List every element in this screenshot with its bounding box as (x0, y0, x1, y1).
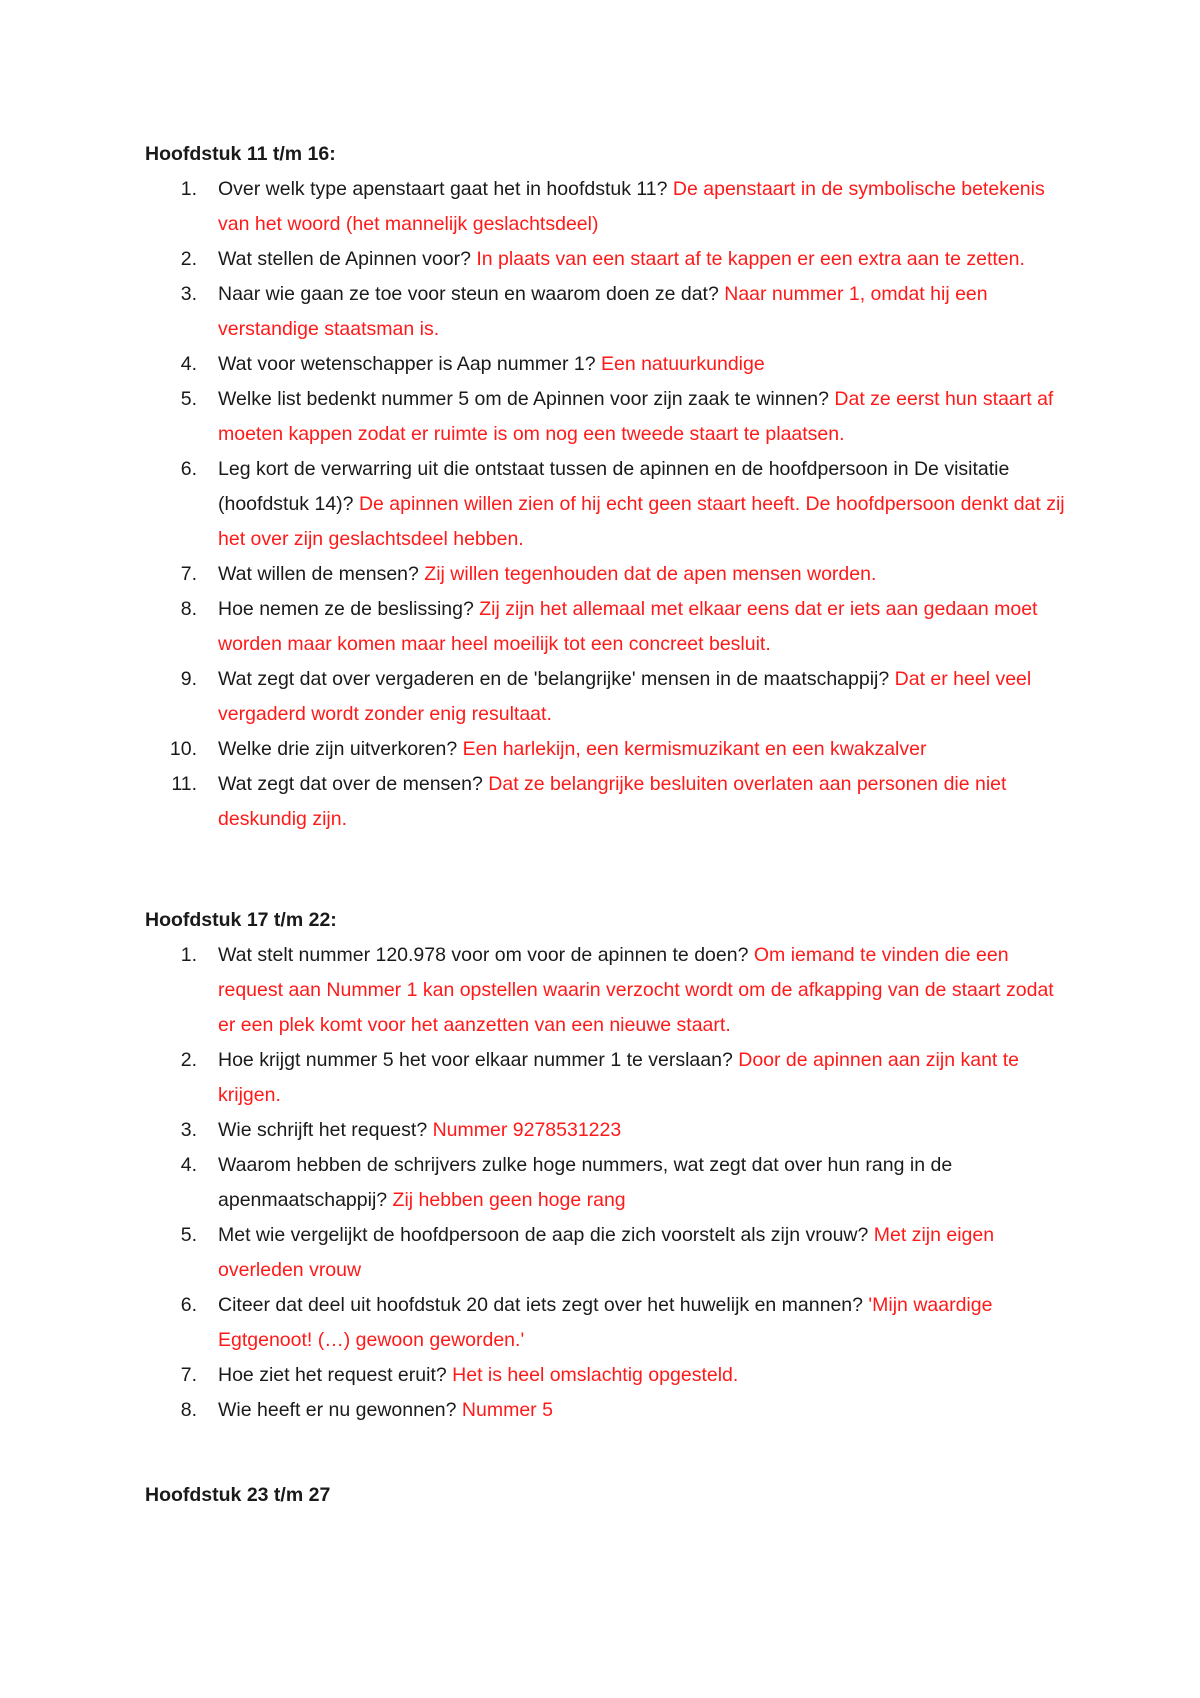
list-item: 5. Met wie vergelijkt de hoofdpersoon de aap die zich voorstelt als zijn vrouw? Met zijn eigen overleden vrouw (180, 1224, 995, 1281)
question-text: Wat voor wetenschapper is Aap nummer 1? (218, 353, 596, 375)
section-heading: Hoofdstuk 17 t/m 22: (145, 909, 337, 931)
answer-text: Zij willen tegenhouden dat de apen mensen worden. (424, 563, 877, 585)
section-heading: Hoofdstuk 23 t/m 27 (145, 1484, 331, 1506)
list-item: 8. Wie heeft er nu gewonnen? Nummer 5 (180, 1399, 553, 1421)
list-item: 3. Naar wie gaan ze toe voor steun en waarom doen ze dat? Naar nummer 1, omdat hij een verstandige staatsman is. (180, 283, 988, 340)
answer-text: Nummer 5 (461, 1399, 553, 1421)
question-text: Hoe nemen ze de beslissing? (218, 598, 474, 620)
question-text: Hoe krijgt nummer 5 het voor elkaar nummer 1 te verslaan? (218, 1049, 733, 1071)
question-list (145, 172, 1075, 837)
answer-text: Door de apinnen aan zijn kant te krijgen. (218, 1049, 1020, 1106)
question-list (145, 938, 1075, 1428)
answer-text: Het is heel omslachtig opgesteld. (452, 1364, 739, 1386)
list-item: 9. Wat zegt dat over vergaderen en de 'belangrijke' mensen in de maatschappij? Dat er heel veel vergaderd wordt zonder enig resultaat. (180, 668, 1032, 725)
question-text: Wie schrijft het request? (218, 1119, 428, 1141)
list-item: 7. Wat willen de mensen? Zij willen tegenhouden dat de apen mensen worden. (180, 563, 877, 585)
section-chapters-11-16 (145, 137, 1075, 837)
answer-text: De apinnen willen zien of hij echt geen staart heeft. De hoofdpersoon denkt dat zij het over zijn geslachtsdeel hebben. (218, 493, 1065, 550)
question-text: Welke drie zijn uitverkoren? (218, 738, 458, 760)
list-item: 1. Over welk type apenstaart gaat het in hoofdstuk 11? De apenstaart in de symbolische betekenis van het woord (het mannelijk geslachtsdeel) (180, 178, 1045, 235)
question-text: Welke list bedenkt nummer 5 om de Apinnen voor zijn zaak te winnen? (218, 388, 829, 410)
answer-text: De apenstaart in de symbolische betekenis van het woord (het mannelijk geslachtsdeel) (218, 178, 1045, 235)
list-item: 8. Hoe nemen ze de beslissing? Zij zijn het allemaal met elkaar eens dat er iets aan gedaan moet worden maar komen maar heel moeilijk tot een concreet besluit. (180, 598, 1038, 655)
list-item: 1. Wat stelt nummer 120.978 voor om voor de apinnen te doen? Om iemand te vinden die een request aan Nummer 1 kan opstellen waarin verzocht wordt om de afkapping van de staart zodat er een plek komt voor het aanzetten van een nieuwe staart. (180, 944, 1054, 1036)
question-text: Met wie vergelijkt de hoofdpersoon de aap die zich voorstelt als zijn vrouw? (218, 1224, 869, 1246)
question-text: Leg kort de verwarring uit die ontstaat tussen de apinnen en de hoofdpersoon in De visitatie (hoofdstuk 14)? (218, 458, 1010, 515)
answer-text: Om iemand te vinden die een request aan Nummer 1 kan opstellen waarin verzocht wordt om de afkapping van de staart zodat er een plek komt voor het aanzetten van een nieuwe staart. (218, 944, 1054, 1036)
answer-text: In plaats van een staart af te kappen er een extra aan te zetten. (476, 248, 1025, 270)
answer-text: Dat ze eerst hun staart af moeten kappen zodat er ruimte is om nog een tweede staart te plaatsen. (218, 388, 1054, 445)
answer-text: 'Mijn waardige Egtgenoot! (…) gewoon geworden.' (218, 1294, 993, 1351)
list-item: 6. Citeer dat deel uit hoofdstuk 20 dat iets zegt over het huwelijk en mannen? 'Mijn waardige Egtgenoot! (…) gewoon geworden.' (180, 1294, 993, 1351)
list-item: 2. Wat stellen de Apinnen voor? In plaats van een staart af te kappen er een extra aan te zetten. (180, 248, 1025, 270)
question-text: Hoe ziet het request eruit? (218, 1364, 447, 1386)
answer-text: Met zijn eigen overleden vrouw (218, 1224, 995, 1281)
answer-text: Naar nummer 1, omdat hij een verstandige staatsman is. (218, 283, 988, 340)
question-text: Waarom hebben de schrijvers zulke hoge nummers, wat zegt dat over hun rang in de apenmaatschappij? (218, 1154, 953, 1211)
question-text: Wat stellen de Apinnen voor? (218, 248, 471, 270)
answer-text: Zij hebben geen hoge rang (392, 1189, 626, 1211)
section-chapters-17-22 (145, 903, 1075, 1428)
list-item: 5. Welke list bedenkt nummer 5 om de Apinnen voor zijn zaak te winnen? Dat ze eerst hun staart af moeten kappen zodat er ruimte is om nog een tweede staart te plaatsen. (180, 388, 1054, 445)
answer-text: Dat er heel veel vergaderd wordt zonder enig resultaat. (218, 668, 1032, 725)
answer-text: Nummer 9278531223 (432, 1119, 622, 1141)
list-item: 4. Waarom hebben de schrijvers zulke hoge nummers, wat zegt dat over hun rang in de apenmaatschappij? Zij hebben geen hoge rang (180, 1154, 953, 1211)
answer-text: Zij zijn het allemaal met elkaar eens dat er iets aan gedaan moet worden maar komen maar heel moeilijk tot een concreet besluit. (218, 598, 1038, 655)
list-item: 2. Hoe krijgt nummer 5 het voor elkaar nummer 1 te verslaan? Door de apinnen aan zijn kant te krijgen. (180, 1049, 1020, 1106)
answer-text: Een harlekijn, een kermismuzikant en een kwakzalver (462, 738, 927, 760)
section-chapters-23-27 (145, 1478, 1075, 1513)
list-item: 6. Leg kort de verwarring uit die ontstaat tussen de apinnen en de hoofdpersoon in De visitatie (hoofdstuk 14)? De apinnen willen zien of hij echt geen staart heeft. De hoofdpersoon denkt dat zij het over zijn geslachtsdeel hebben. (180, 458, 1065, 550)
list-item: 7. Hoe ziet het request eruit? Het is heel omslachtig opgesteld. (180, 1364, 739, 1386)
answer-text: Een natuurkundige (600, 353, 765, 375)
question-text: Wie heeft er nu gewonnen? (218, 1399, 457, 1421)
answer-text: Dat ze belangrijke besluiten overlaten aan personen die niet deskundig zijn. (218, 773, 1007, 830)
list-item: 10. Welke drie zijn uitverkoren? Een harlekijn, een kermismuzikant en een kwakzalver (169, 738, 927, 760)
question-text: Wat zegt dat over de mensen? (218, 773, 483, 795)
question-text: Naar wie gaan ze toe voor steun en waarom doen ze dat? (218, 283, 719, 305)
question-text: Wat willen de mensen? (218, 563, 419, 585)
list-item: 3. Wie schrijft het request? Nummer 9278531223 (180, 1119, 622, 1141)
question-text: Over welk type apenstaart gaat het in hoofdstuk 11? (218, 178, 668, 200)
question-text: Wat zegt dat over vergaderen en de 'belangrijke' mensen in de maatschappij? (218, 668, 890, 690)
list-item: 11. Wat zegt dat over de mensen? Dat ze belangrijke besluiten overlaten aan personen die niet deskundig zijn. (171, 773, 1007, 830)
question-text: Citeer dat deel uit hoofdstuk 20 dat iets zegt over het huwelijk en mannen? (218, 1294, 863, 1316)
list-item: 4. Wat voor wetenschapper is Aap nummer 1? Een natuurkundige (180, 353, 765, 375)
section-heading: Hoofdstuk 11 t/m 16: (145, 143, 336, 165)
question-text: Wat stelt nummer 120.978 voor om voor de apinnen te doen? (218, 944, 749, 966)
